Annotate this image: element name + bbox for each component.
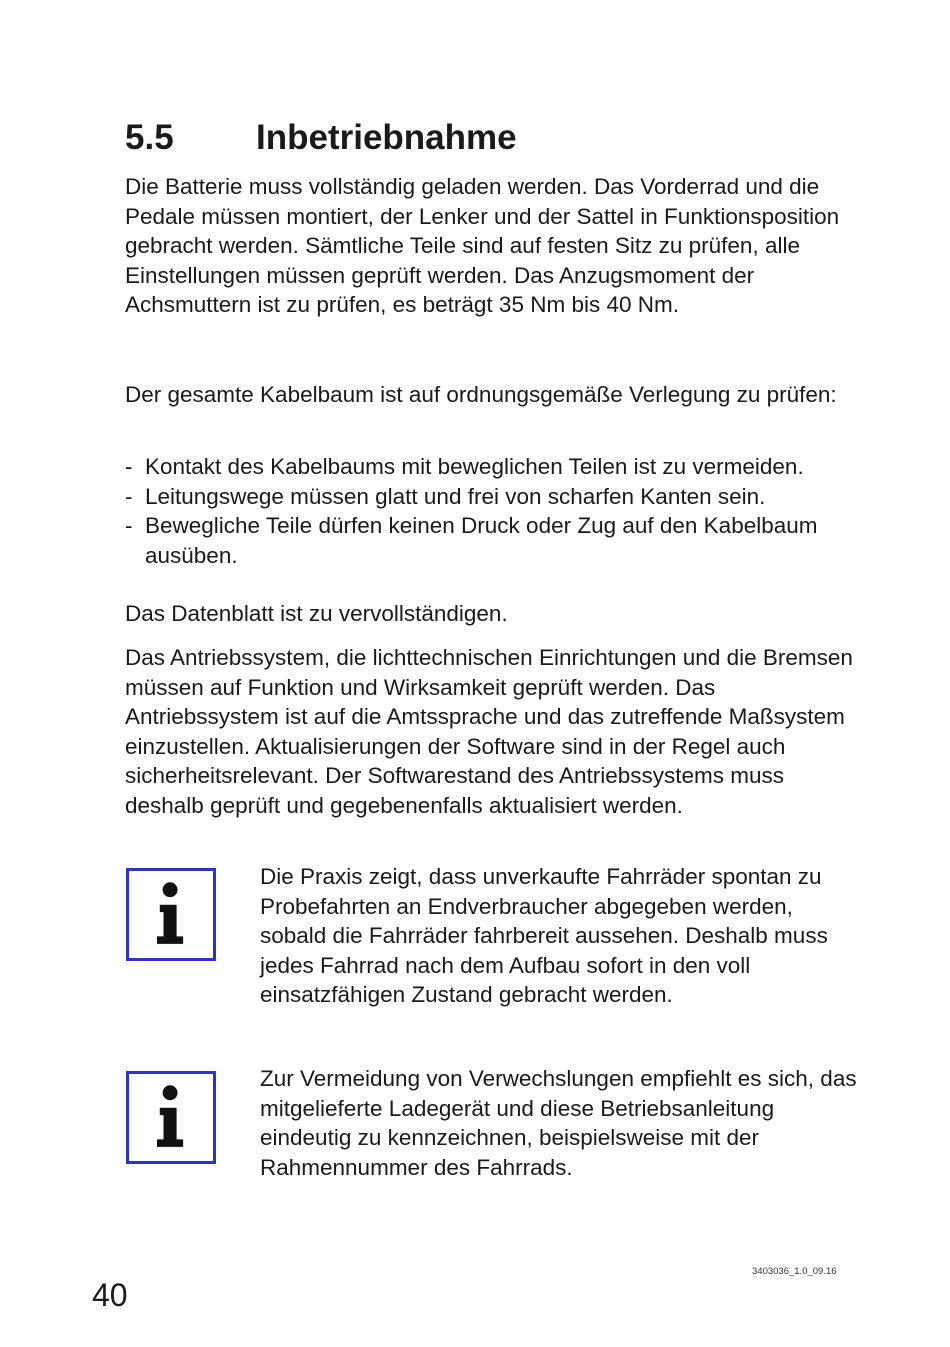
- paragraph-drive-system: Das Antriebssystem, die lichttechnischen Einrichtungen und die Bremsen müssen auf Funktion und Wirksamkeit geprüft werden. Das Antriebssystem ist auf die Amtssprache und das zutreffende Maßsystem einzustellen. Aktualisierungen der Software sind in der Regel auch sicherheitsrelevant. Der Softwarestand des Antriebssystems muss deshalb geprüft und gegebenenfalls aktualisiert werden.: [125, 645, 853, 818]
- info-note-test-rides: Die Praxis zeigt, dass unverkaufte Fahrräder spontan zu Probefahrten an Endverbraucher abgegeben werden, sobald die Fahrräder fahrbereit aussehen. Deshalb muss jedes Fahrrad nach dem Aufbau sofort in den voll einsatzfähigen Zustand gebracht werden.: [260, 864, 828, 1008]
- paragraph-cable-harness: Der gesamte Kabelbaum ist auf ordnungsgemäße Verlegung zu prüfen:: [125, 382, 837, 407]
- cable-check-list: [125, 452, 860, 570]
- list-item-text: Kontakt des Kabelbaums mit beweglichen Teilen ist zu vermeiden.: [145, 454, 804, 479]
- list-bullet: -: [125, 454, 133, 479]
- document-code: 3403036_1.0_09.16: [752, 1266, 837, 1277]
- list-bullet: -: [125, 513, 133, 539]
- list-item-text: Bewegliche Teile dürfen keinen Druck oder Zug auf den Kabelbaum ausüben.: [145, 513, 818, 568]
- info-icon: [126, 868, 216, 961]
- list-bullet: -: [125, 483, 133, 509]
- paragraph-datasheet: Das Datenblatt ist zu vervollständigen.: [125, 601, 508, 626]
- list-item: [125, 452, 860, 482]
- paragraph-preparation: Die Batterie muss vollständig geladen werden. Das Vorderrad und die Pedale müssen montiert, der Lenker und der Sattel in Funktionsposition gebracht werden. Sämtliche Teile sind auf festen Sitz zu prüfen, alle Einstellungen müssen geprüft werden. Das Anzugsmoment der Achsmuttern ist zu prüfen, es beträgt 35 Nm bis 40 Nm.: [125, 174, 840, 318]
- page-number: 40: [92, 1277, 128, 1313]
- list-item: [125, 511, 860, 570]
- section-heading: [125, 116, 517, 160]
- info-icon: [126, 1071, 216, 1164]
- list-item: [125, 482, 860, 512]
- section-number: 5.5: [125, 118, 174, 157]
- list-item-text: Leitungswege müssen glatt und frei von scharfen Kanten sein.: [145, 483, 766, 509]
- info-note-labeling: Zur Vermeidung von Verwechslungen empfiehlt es sich, das mitgelieferte Ladegerät und diese Betriebsanleitung eindeutig zu kennzeichnen, beispielsweise mit der Rahmennummer des Fahrrads.: [260, 1066, 857, 1180]
- section-title: Inbetriebnahme: [256, 118, 517, 157]
